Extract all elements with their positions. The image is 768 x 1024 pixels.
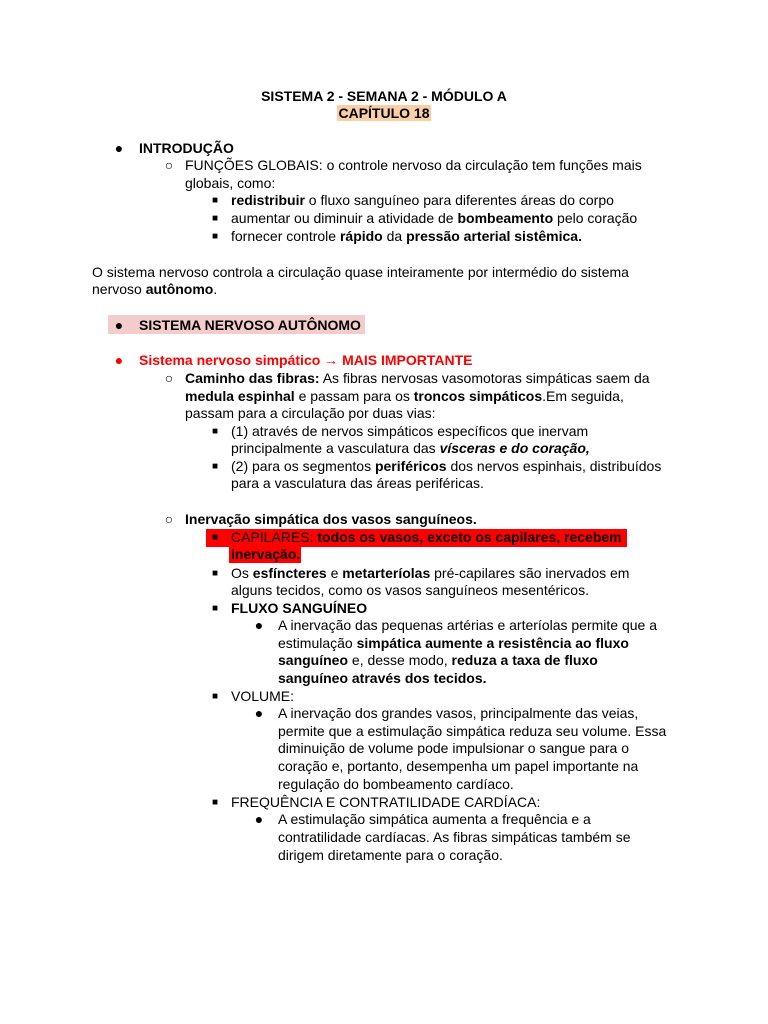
bold-text: autônomo bbox=[145, 281, 214, 297]
disc-bullet-icon: ● bbox=[254, 617, 264, 633]
frequencia-line-2: contratilidade cardíacas. As fibras simpáticas também se bbox=[278, 829, 631, 845]
square-bullet-icon: ■ bbox=[211, 691, 219, 702]
document-title: SISTEMA 2 - SEMANA 2 - MÓDULO A bbox=[261, 88, 507, 104]
item-text bbox=[231, 228, 582, 246]
fluxo-line-3 bbox=[278, 652, 598, 670]
inervacao-heading: Inervação simpática dos vasos sanguíneos. bbox=[185, 511, 477, 527]
square-bullet-icon: ■ bbox=[211, 195, 219, 206]
plain-text: . bbox=[213, 281, 218, 297]
fluxo-line-1: A inervação das pequenas artérias e arteríolas permite que a bbox=[278, 617, 658, 633]
volume-line-3: diminuição de volume pode impulsionar o sangue para o bbox=[278, 740, 629, 756]
disc-bullet-icon: ● bbox=[114, 140, 124, 156]
volume-line-4: coração e, portanto, desempenha um papel importante na bbox=[278, 758, 639, 774]
plain-text: (2) para os segmentos bbox=[231, 458, 375, 474]
square-bullet-icon: ■ bbox=[211, 797, 219, 808]
section-heading-sna: SISTEMA NERVOSO AUTÔNOMO bbox=[139, 317, 361, 333]
bold-text: todos os vasos, exceto os capilares, recebem bbox=[317, 529, 622, 545]
bold-italic-text: vísceras e do coração, bbox=[439, 440, 590, 456]
plain-text: pré-capilares são inervados em bbox=[430, 565, 630, 581]
volume-line-1: A inervação dos grandes vasos, principalmente das veias, bbox=[278, 705, 639, 721]
funcoes-line-1: FUNÇÕES GLOBAIS: o controle nervoso da circulação tem funções mais bbox=[185, 157, 642, 173]
plain-text: pelo coração bbox=[553, 210, 638, 226]
esfincteres-line-2: alguns tecidos, como os vasos sanguíneos mesentéricos. bbox=[231, 582, 589, 598]
item-text bbox=[231, 210, 637, 228]
bold-text: rápido bbox=[339, 228, 383, 244]
square-bullet-icon: ■ bbox=[211, 532, 219, 543]
via-2-line-1 bbox=[231, 458, 661, 476]
bold-text: reduza a taxa de fluxo bbox=[451, 652, 598, 668]
plain-text: fornecer controle bbox=[231, 228, 340, 244]
bold-text: sanguíneo bbox=[278, 652, 349, 668]
circle-bullet-icon: ○ bbox=[164, 370, 174, 386]
bold-text: esfíncteres bbox=[252, 565, 327, 581]
capilares-line-2: inervação. bbox=[231, 546, 301, 562]
funcoes-line-2: globais, como: bbox=[185, 175, 276, 191]
bold-text: bombeamento bbox=[457, 210, 554, 226]
plain-text: aumentar ou diminuir a atividade de bbox=[231, 210, 458, 226]
plain-text: nervoso bbox=[92, 281, 146, 297]
square-bullet-icon: ■ bbox=[211, 213, 219, 224]
bold-text: pressão arterial sistêmica. bbox=[406, 228, 582, 244]
fluxo-heading: FLUXO SANGUÍNEO bbox=[231, 600, 368, 616]
paragraph-line-2 bbox=[92, 281, 217, 299]
square-bullet-icon: ■ bbox=[211, 426, 219, 437]
plain-text: o fluxo sanguíneo para diferentes áreas do corpo bbox=[304, 192, 614, 208]
frequencia-heading: FREQUÊNCIA E CONTRATILIDADE CARDÍACA: bbox=[231, 794, 541, 810]
capilares-line-1 bbox=[231, 529, 622, 547]
square-bullet-icon: ■ bbox=[211, 603, 219, 614]
item-text bbox=[231, 192, 614, 210]
chapter-title-wrapper bbox=[0, 105, 768, 123]
volume-line-5: regulação do bombeamento cardíaco. bbox=[278, 776, 514, 792]
circle-bullet-icon: ○ bbox=[164, 511, 174, 527]
caminho-line-1 bbox=[185, 370, 650, 388]
bold-text: Caminho das fibras: bbox=[185, 370, 320, 386]
bold-text: metarteríolas bbox=[342, 565, 431, 581]
frequencia-line-1: A estimulação simpática aumenta a frequência e a bbox=[278, 811, 591, 827]
volume-heading: VOLUME: bbox=[231, 688, 295, 704]
caminho-line-2 bbox=[185, 388, 624, 406]
fluxo-line-2 bbox=[278, 635, 629, 653]
bold-text: simpática aumente a resistência ao fluxo bbox=[356, 635, 629, 651]
bold-text: troncos simpáticos bbox=[413, 388, 543, 404]
fluxo-line-4: sanguíneo através dos tecidos. bbox=[278, 670, 487, 686]
chapter-title: CAPÍTULO 18 bbox=[338, 105, 430, 121]
plain-text: e passam para os bbox=[294, 388, 414, 404]
plain-text: e, desse modo, bbox=[348, 652, 452, 668]
square-bullet-icon: ■ bbox=[211, 568, 219, 579]
plain-text: estimulação bbox=[278, 635, 357, 651]
via-1-line-2 bbox=[231, 440, 590, 458]
disc-bullet-icon: ● bbox=[114, 317, 124, 333]
via-2-line-2: para a vasculatura das áreas periféricas. bbox=[231, 475, 484, 491]
plain-text: principalmente a vasculatura das bbox=[231, 440, 440, 456]
plain-text: CAPILARES: bbox=[231, 529, 318, 545]
frequencia-line-3: dirigem diretamente para o coração. bbox=[278, 847, 503, 863]
plain-text: da bbox=[382, 228, 407, 244]
plain-text: As fibras nervosas vasomotoras simpáticas saem da bbox=[319, 370, 650, 386]
caminho-line-3: passam para a circulação por duas vias: bbox=[185, 405, 436, 421]
disc-bullet-icon: ● bbox=[114, 352, 124, 368]
square-bullet-icon: ■ bbox=[211, 231, 219, 242]
plain-text: Os bbox=[231, 565, 253, 581]
circle-bullet-icon: ○ bbox=[164, 157, 174, 173]
plain-text: e bbox=[326, 565, 343, 581]
section-heading-introducao: INTRODUÇÃO bbox=[139, 140, 234, 156]
section-heading-simpatico: Sistema nervoso simpático → MAIS IMPORTANTE bbox=[139, 352, 473, 368]
square-bullet-icon: ■ bbox=[211, 461, 219, 472]
bold-text: medula espinhal bbox=[185, 388, 295, 404]
volume-line-2: permite que a estimulação simpática reduza seu volume. Essa bbox=[278, 723, 667, 739]
esfincteres-line-1 bbox=[231, 565, 629, 583]
via-1-line-1: (1) através de nervos simpáticos específicos que inervam bbox=[231, 423, 589, 439]
bold-text: redistribuir bbox=[231, 192, 305, 208]
disc-bullet-icon: ● bbox=[254, 811, 264, 827]
paragraph-line-1: O sistema nervoso controla a circulação quase inteiramente por intermédio do sistema bbox=[92, 264, 629, 280]
plain-text: dos nervos espinhais, distribuídos bbox=[446, 458, 662, 474]
bold-text: periféricos bbox=[374, 458, 447, 474]
disc-bullet-icon: ● bbox=[254, 705, 264, 721]
plain-text: .Em seguida, bbox=[542, 388, 624, 404]
